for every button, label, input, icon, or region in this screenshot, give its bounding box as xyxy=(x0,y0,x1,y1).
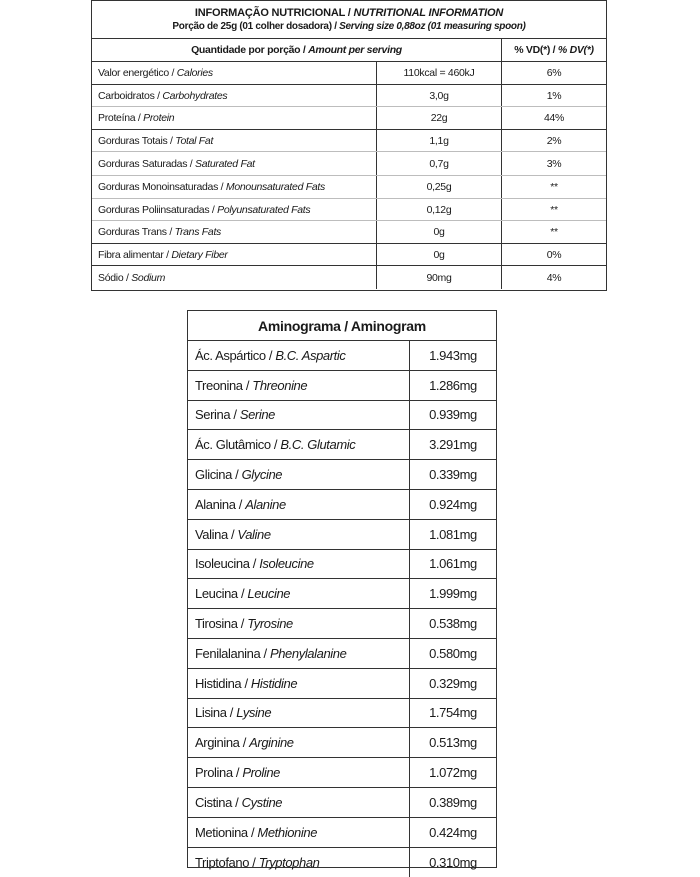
aminogram-rows xyxy=(188,341,496,877)
amount-per-serving-header: Quantidade por porção / Amount per serving xyxy=(92,39,502,61)
nutrient-daily-value: ** xyxy=(550,181,558,193)
aminogram-row xyxy=(188,669,496,699)
nutrient-amount: 0,12g xyxy=(377,199,502,220)
nutrient-daily-value: 0% xyxy=(546,248,562,261)
amino-acid-value: 1.061mg xyxy=(429,556,477,572)
aminogram-title: Aminograma / Aminogram xyxy=(188,311,496,341)
nutrition-row xyxy=(92,221,606,244)
amino-acid-name: Ác. Aspártico / B.C. Aspartic xyxy=(188,341,410,370)
nutrient-amount: 110kcal = 460kJ xyxy=(377,62,502,84)
nutrient-daily-value: 1% xyxy=(546,89,562,102)
aminogram-row xyxy=(188,699,496,729)
amino-acid-name: Glicina / Glycine xyxy=(188,460,410,489)
amino-acid-name: Serina / Serine xyxy=(188,401,410,430)
nutrient-daily-value: 6% xyxy=(546,67,562,79)
nutrient-amount: 0,25g xyxy=(377,176,502,198)
nutrient-daily-value: 2% xyxy=(546,134,562,147)
nutrient-name: Gorduras Poliinsaturadas / Polyunsaturated Fats xyxy=(92,199,377,220)
aminogram-row xyxy=(188,579,496,609)
nutrition-row xyxy=(92,130,606,152)
nutrition-row xyxy=(92,199,606,221)
nutrient-amount: 1,1g xyxy=(377,130,502,151)
amino-acid-name: Fenilalanina / Phenylalanine xyxy=(188,639,410,668)
amino-acid-name: Ác. Glutâmico / B.C. Glutamic xyxy=(188,430,410,459)
amino-acid-value: 0.329mg xyxy=(429,675,477,691)
amino-acid-name: Treonina / Threonine xyxy=(188,371,410,400)
amino-acid-value: 1.943mg xyxy=(429,347,477,363)
nutrition-row xyxy=(92,266,606,289)
nutrition-row xyxy=(92,244,606,266)
amino-acid-value: 0.924mg xyxy=(429,496,477,512)
daily-value-header: % VD(*) / % DV(*) xyxy=(514,44,594,56)
aminogram-row xyxy=(188,341,496,371)
aminogram-row xyxy=(188,788,496,818)
amino-acid-name: Prolina / Proline xyxy=(188,758,410,787)
amino-acid-value: 0.580mg xyxy=(429,645,477,661)
aminogram-row xyxy=(188,609,496,639)
aminogram-row xyxy=(188,728,496,758)
amino-acid-value: 1.072mg xyxy=(429,765,477,781)
amino-acid-value: 1.754mg xyxy=(429,705,477,721)
amino-acid-name: Triptofano / Tryptophan xyxy=(188,848,410,877)
amino-acid-name: Tirosina / Tyrosine xyxy=(188,609,410,638)
serving-size: Porção de 25g (01 colher dosadora) / Serving size 0,88oz (01 measuring spoon) xyxy=(172,21,526,32)
amino-acid-value: 1.081mg xyxy=(429,526,477,542)
amino-acid-name: Arginina / Arginine xyxy=(188,728,410,757)
nutrient-daily-value: 4% xyxy=(546,271,562,284)
amino-acid-name: Alanina / Alanine xyxy=(188,490,410,519)
amino-acid-value: 1.999mg xyxy=(429,586,477,602)
nutrition-table xyxy=(91,0,607,291)
aminogram-row xyxy=(188,430,496,460)
nutrient-name: Gorduras Trans / Trans Fats xyxy=(92,221,377,243)
amino-acid-value: 0.389mg xyxy=(429,794,477,810)
aminogram-row xyxy=(188,639,496,669)
aminogram-row xyxy=(188,848,496,877)
amino-acid-value: 0.939mg xyxy=(429,407,477,423)
nutrient-amount: 90mg xyxy=(377,266,502,289)
aminogram-row xyxy=(188,520,496,550)
aminogram-row xyxy=(188,758,496,788)
nutrient-name: Sódio / Sodium xyxy=(92,266,377,289)
nutrient-daily-value: ** xyxy=(550,203,558,216)
nutrient-amount: 3,0g xyxy=(377,85,502,106)
nutrition-title: INFORMAÇÃO NUTRICIONAL / NUTRITIONAL INFORMATION xyxy=(194,7,504,19)
amino-acid-value: 0.310mg xyxy=(429,854,477,870)
nutrient-name: Proteína / Protein xyxy=(92,107,377,129)
nutrition-header xyxy=(92,1,606,39)
nutrient-name: Fibra alimentar / Dietary Fiber xyxy=(92,244,377,265)
amino-acid-name: Metionina / Methionine xyxy=(188,818,410,847)
nutrient-amount: 0g xyxy=(377,221,502,243)
amino-acid-value: 0.513mg xyxy=(429,735,477,751)
nutrient-daily-value: 44% xyxy=(543,112,565,124)
nutrient-daily-value: ** xyxy=(550,226,558,238)
amino-acid-name: Isoleucina / Isoleucine xyxy=(188,550,410,579)
nutrient-name: Gorduras Totais / Total Fat xyxy=(92,130,377,151)
nutrient-name: Gorduras Monoinsaturadas / Monounsaturated Fats xyxy=(92,176,377,198)
aminogram-table xyxy=(187,310,497,868)
amino-acid-value: 0.538mg xyxy=(429,616,477,632)
nutrition-rows xyxy=(92,62,606,289)
aminogram-row xyxy=(188,460,496,490)
aminogram-row xyxy=(188,401,496,431)
nutrient-name: Valor energético / Calories xyxy=(92,62,377,84)
nutrition-row xyxy=(92,107,606,130)
aminogram-row xyxy=(188,490,496,520)
nutrient-daily-value: 3% xyxy=(546,157,562,170)
amino-acid-value: 0.339mg xyxy=(429,467,477,483)
nutrient-name: Gorduras Saturadas / Saturated Fat xyxy=(92,152,377,175)
amino-acid-name: Histidina / Histidine xyxy=(188,669,410,698)
amino-acid-value: 1.286mg xyxy=(429,377,477,393)
amino-acid-name: Leucina / Leucine xyxy=(188,579,410,608)
amino-acid-name: Cistina / Cystine xyxy=(188,788,410,817)
amino-acid-value: 0.424mg xyxy=(429,824,477,840)
nutrient-amount: 0,7g xyxy=(377,152,502,175)
nutrition-row xyxy=(92,176,606,199)
nutrition-row xyxy=(92,152,606,176)
nutrition-column-headers xyxy=(92,39,606,62)
aminogram-row xyxy=(188,550,496,580)
amino-acid-name: Lisina / Lysine xyxy=(188,699,410,728)
nutrition-row xyxy=(92,62,606,85)
aminogram-row xyxy=(188,371,496,401)
nutrition-row xyxy=(92,85,606,107)
nutrient-amount: 22g xyxy=(377,107,502,129)
amino-acid-name: Valina / Valine xyxy=(188,520,410,549)
amino-acid-value: 3.291mg xyxy=(429,437,477,453)
aminogram-row xyxy=(188,818,496,848)
nutrient-name: Carboidratos / Carbohydrates xyxy=(92,85,377,106)
nutrient-amount: 0g xyxy=(377,244,502,265)
